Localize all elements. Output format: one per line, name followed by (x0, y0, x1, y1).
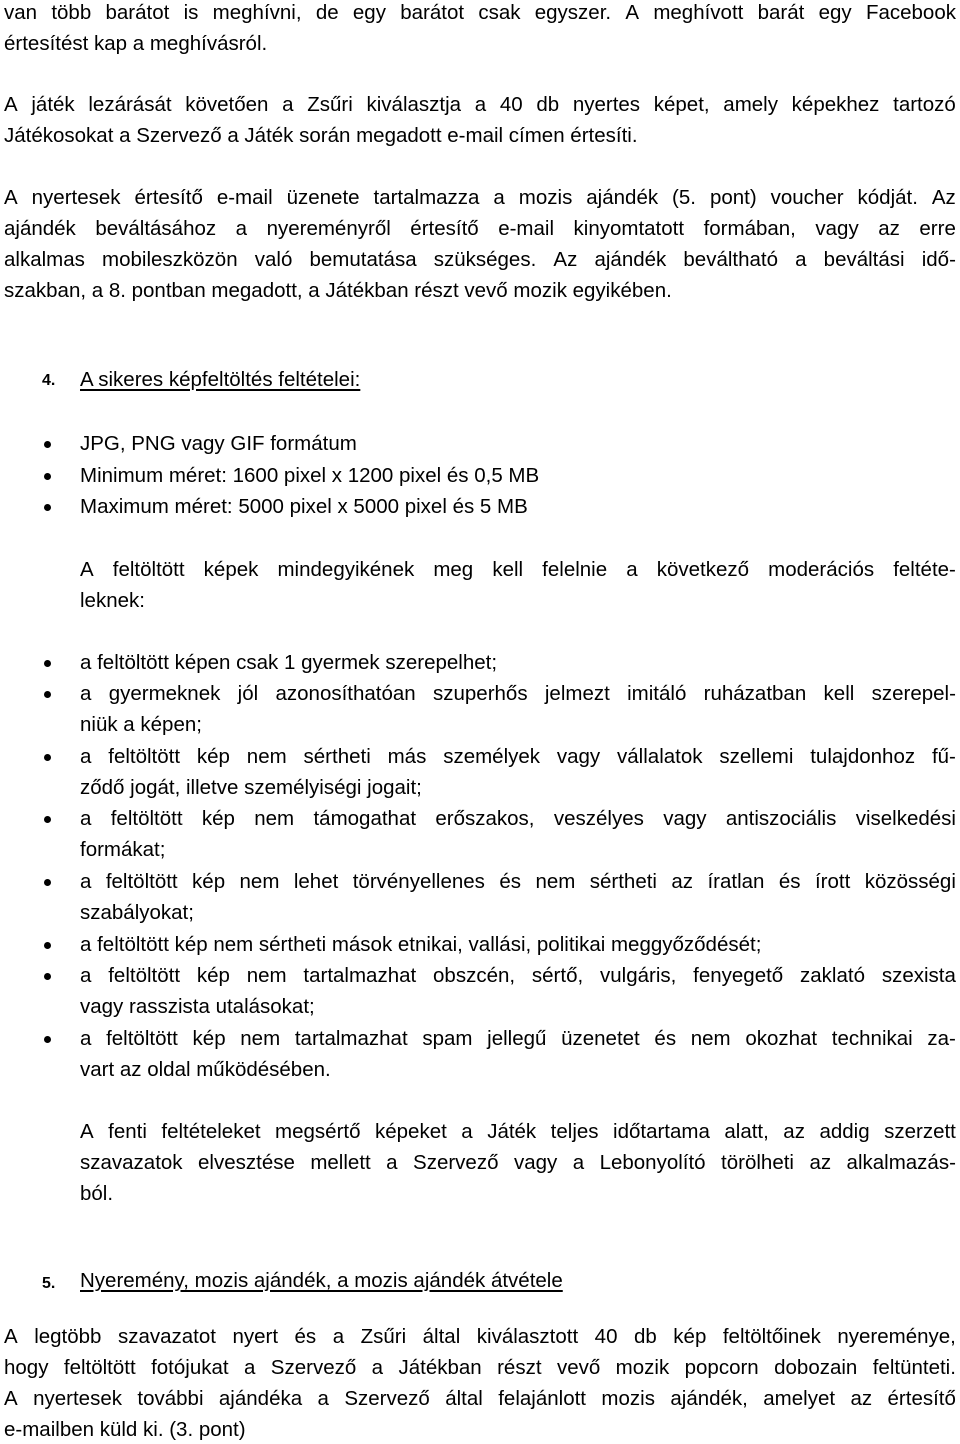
section-title: A sikeres képfeltöltés feltételei: (80, 368, 361, 391)
moderation-rule: vagy rasszista utalásokat; (80, 995, 315, 1018)
moderation-rule: szabályokat; (80, 901, 194, 924)
moderation-rule: a feltöltött kép nem tartalmazhat obszcén, sértő, vulgáris, fenyegető zaklató szexista (80, 964, 956, 987)
section-number: 5. (42, 1275, 56, 1292)
bullet-icon (44, 473, 51, 480)
jury-line: A játék lezárását követően a Zsűri kiválasztja a 40 db nyertes képet, amely képekhez tartozó (4, 93, 956, 116)
moderation-intro-line: A feltöltött képek mindegyikének meg kell felelnie a következő moderációs feltéte- (80, 558, 956, 581)
moderation-rule: a feltöltött kép nem sértheti más személyek vagy vállalatok szellemi tulajdonhoz fű- (80, 745, 956, 768)
voucher-line: A nyertesek értesítő e-mail üzenete tartalmazza a mozis ajándék (5. pont) voucher kódját. Az (4, 186, 956, 209)
section-title: Nyeremény, mozis ajándék, a mozis ajándék átvétele (80, 1269, 563, 1292)
requirement-item: Maximum méret: 5000 pixel x 5000 pixel és 5 MB (80, 495, 528, 518)
prize-line: A nyertesek további ajándéka a Szervező által felajánlott mozis ajándék, amelyet az értesítő (4, 1387, 956, 1410)
bullet-icon (44, 691, 51, 698)
intro-line: van több barátot is meghívni, de egy barátot csak egyszer. A meghívott barát egy Facebook (4, 1, 956, 24)
bullet-icon (44, 942, 51, 949)
prize-line: A legtöbb szavazatot nyert és a Zsűri által kiválasztott 40 db kép feltöltőinek nyereménye, (4, 1325, 956, 1348)
moderation-rule: a feltöltött képen csak 1 gyermek szerepelhet; (80, 651, 498, 674)
bullet-icon (44, 973, 51, 980)
bullet-icon (44, 1036, 51, 1043)
requirement-item: JPG, PNG vagy GIF formátum (80, 432, 357, 455)
moderation-rule: vart az oldal működésében. (80, 1058, 331, 1081)
moderation-rule: a gyermeknek jól azonosíthatóan szuperhős jelmezt imitáló ruházatban kell szerepel- (80, 682, 956, 705)
bullet-icon (44, 754, 51, 761)
closing-line: ból. (80, 1182, 114, 1205)
intro-line: értesítést kap a meghívásról. (4, 32, 268, 55)
bullet-icon (44, 504, 51, 511)
bullet-icon (44, 441, 51, 448)
prize-line: e-mailben küld ki. (3. pont) (4, 1418, 246, 1441)
section-number: 4. (42, 372, 56, 389)
prize-line: hogy feltöltött fotójukat a Szervező a Játékban részt vevő mozik popcorn dobozain feltünteti. (4, 1356, 956, 1379)
bullet-icon (44, 816, 51, 823)
closing-line: A fenti feltételeket megsértő képeket a Játék teljes időtartama alatt, az addig szerzett (80, 1120, 956, 1143)
moderation-rule: formákat; (80, 838, 166, 861)
moderation-rule: a feltöltött kép nem sértheti mások etnikai, vallási, politikai meggyőződését; (80, 933, 762, 956)
bullet-icon (44, 660, 51, 667)
moderation-rule: a feltöltött kép nem tartalmazhat spam jellegű üzenetet és nem okozhat technikai za- (80, 1027, 956, 1050)
voucher-line: alkalmas mobileszközön való bemutatása szükséges. Az ajándék beváltható a beváltási idő- (4, 248, 956, 271)
moderation-intro-line: leknek: (80, 589, 145, 612)
moderation-rule: niük a képen; (80, 713, 202, 736)
requirement-item: Minimum méret: 1600 pixel x 1200 pixel és 0,5 MB (80, 464, 540, 487)
voucher-line: szakban, a 8. pontban megadott, a Játékban részt vevő mozik egyikében. (4, 279, 672, 302)
moderation-rule: ződő jogát, illetve személyiségi jogait; (80, 776, 422, 799)
bullet-icon (44, 879, 51, 886)
jury-line: Játékosokat a Szervező a Játék során megadott e-mail címen értesíti. (4, 124, 638, 147)
voucher-line: ajándék beváltásához a nyereményről értesítő e-mail kinyomtatott formában, vagy az erre (4, 217, 956, 240)
closing-line: szavazatok elvesztése mellett a Szervező vagy a Lebonyolító törölheti az alkalmazás- (80, 1151, 956, 1174)
moderation-rule: a feltöltött kép nem támogathat erőszakos, veszélyes vagy antiszociális viselkedési (80, 807, 956, 830)
moderation-rule: a feltöltött kép nem lehet törvényellenes és nem sértheti az íratlan és írott közösségi (80, 870, 956, 893)
